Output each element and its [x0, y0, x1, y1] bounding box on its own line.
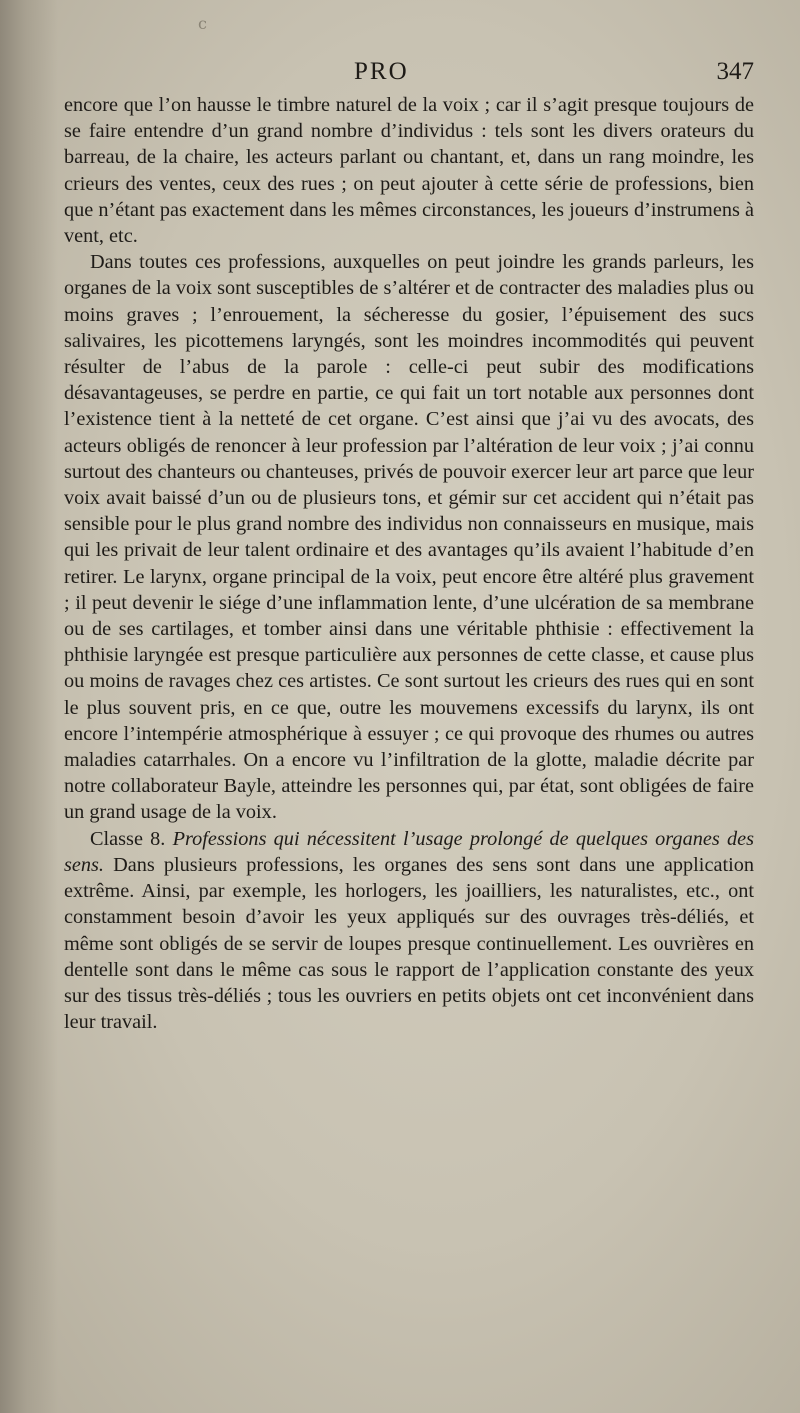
stray-pencil-mark: c	[198, 14, 207, 33]
paragraph-continuation: encore que l’on hausse le timbre naturel de la voix ; car il s’agit presque toujours de se faire entendre d’un grand nombre d’individus : tels sont les divers orateurs du barreau, de la chaire, les acteurs parlant ou chantant, et, dans un rang moindre, les crieurs des ventes, ceux des rues ; on peut ajouter à cette série de professions, bien que n’étant pas exactement dans les mêmes circonstances, les joueurs d’instrumens à vent, etc.	[64, 94, 754, 248]
running-head: PRO	[354, 58, 409, 85]
class-title: Professions qui nécessitent l’usage prolongé de quelques organes des sens.	[64, 827, 754, 876]
page-number: 347	[716, 58, 754, 85]
paragraph-voice-professions: Dans toutes ces professions, auxquelles on peut joindre les grands parleurs, les organes de la voix sont susceptibles de s’altérer et de contracter des maladies plus ou moins graves ; l’enrouement, la sécheresse du gosier, l’épuisement des sucs salivaires, les picottemens laryngés, sont les moindres incommodités qui peuvent résulter de l’abus de la parole : celle-ci peut subir des modifications désavantageuses, se perdre en partie, ce qui fait un tort notable aux personnes dont l’existence tient à la netteté de cet organe. C’est ainsi que j’ai vu des avocats, des acteurs obligés de renoncer à leur profession par l’altération de leur voix ; j’ai connu surtout des chanteurs ou chanteuses, privés de pouvoir exercer leur art parce que leur voix avait baissé d’un ou de plusieurs tons, et gémir sur cet accident qui n’était pas sensible pour le plus grand nombre des individus non connaisseurs en musique, mais qui les privait de leur talent ordinaire et des avantages qu’ils avaient l’habitude d’en retirer. Le larynx, organe principal de la voix, peut encore être altéré plus gravement ; il peut devenir le siége d’une inflammation lente, d’une ulcération de sa membrane ou de ses cartilages, et tomber ainsi dans une véritable phthisie : effectivement la phthisie laryngée est presque particulière aux personnes de cette classe, et cause plus ou moins de ravages chez ces artistes. Ce sont surtout les crieurs des rues qui en sont le plus souvent pris, en ce que, outre les mouvemens excessifs du larynx, ils ont encore l’intempérie atmosphérique à essuyer ; ce qui provoque des rhumes ou autres maladies catarrhales. On a encore vu l’infiltration de la glotte, maladie décrite par notre collaborateur Bayle, atteindre les personnes qui, par état, sont obligées de faire un grand usage de la voix.	[64, 251, 754, 824]
page-header	[64, 58, 754, 92]
binding-shadow	[0, 0, 58, 1413]
class-text: Dans plusieurs professions, les organes des sens sont dans une application extrême. Ainsi, par exemple, les horlogers, les joailliers, les naturalistes, etc., ont constamment besoin d’avoir les yeux appliqués sur des ouvrages très-déliés, et même sont obligés de se servir de loupes presque continuellement. Les ouvrières en dentelle sont dans le même cas sous le rapport de l’application constante des yeux sur des tissus très-déliés ; tous les ouvriers en petits objets ont cet inconvénient dans leur travail.	[64, 853, 754, 1034]
class-lead: Classe 8.	[90, 827, 166, 850]
body-text	[64, 92, 754, 1035]
paragraph-classe-8	[64, 826, 754, 1036]
